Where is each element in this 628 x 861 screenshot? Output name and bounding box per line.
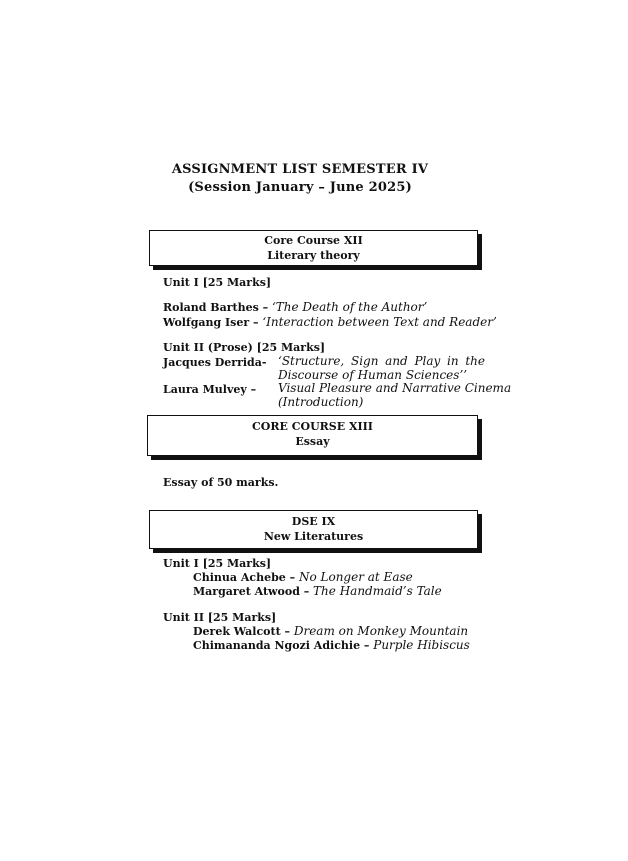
page-title: ASSIGNMENT LIST SEMESTER IV xyxy=(171,162,429,177)
course-name: New Literatures xyxy=(263,530,364,543)
list-item xyxy=(193,570,413,585)
work-title-continued: Discourse of Human Sciences’’ xyxy=(278,368,468,382)
work-title: Purple Hibiscus xyxy=(373,638,470,652)
core-course-xiii-box xyxy=(147,415,478,456)
unit-heading: Unit II (Prose) [25 Marks] xyxy=(163,341,326,354)
list-item xyxy=(163,315,497,330)
author: Margaret Atwood – xyxy=(193,585,314,598)
author: Chinua Achebe – xyxy=(193,571,299,584)
work-title: ‘The Death of the Author’ xyxy=(271,300,428,314)
author: Roland Barthes – xyxy=(163,301,272,314)
list-item xyxy=(193,624,468,639)
course-name: Essay xyxy=(295,435,330,448)
essay-description: Essay of 50 marks. xyxy=(163,476,279,489)
list-item xyxy=(163,300,427,315)
work-title: Visual Pleasure and Narrative Cinema xyxy=(278,381,512,395)
course-name: Literary theory xyxy=(267,249,360,262)
unit-heading: Unit I [25 Marks] xyxy=(163,276,272,289)
work-title: No Longer at Ease xyxy=(298,570,413,584)
core-course-xii-box xyxy=(149,230,478,266)
dse-ix-box xyxy=(149,510,478,549)
work-title: ‘Interaction between Text and Reader’ xyxy=(262,315,497,329)
author: Jacques Derrida- xyxy=(163,356,267,369)
author: Laura Mulvey – xyxy=(163,383,257,396)
list-item xyxy=(193,638,470,653)
work-title: ‘Structure, Sign and Play in the xyxy=(278,354,485,368)
author: Wolfgang Iser – xyxy=(163,316,263,329)
author: Chimananda Ngozi Adichie – xyxy=(193,639,374,652)
course-title: Core Course XII xyxy=(264,234,363,247)
work-title-continued: (Introduction) xyxy=(278,395,364,409)
work-title: The Handmaid’s Tale xyxy=(313,584,442,598)
course-title: DSE IX xyxy=(291,515,336,528)
unit-heading: Unit I [25 Marks] xyxy=(163,557,272,570)
author: Derek Walcott – xyxy=(193,625,294,638)
list-item xyxy=(193,584,442,599)
session-subtitle: (Session January – June 2025) xyxy=(188,180,412,195)
unit-heading: Unit II [25 Marks] xyxy=(163,611,277,624)
course-title: CORE COURSE XIII xyxy=(252,420,373,433)
work-title: Dream on Monkey Mountain xyxy=(293,624,469,638)
